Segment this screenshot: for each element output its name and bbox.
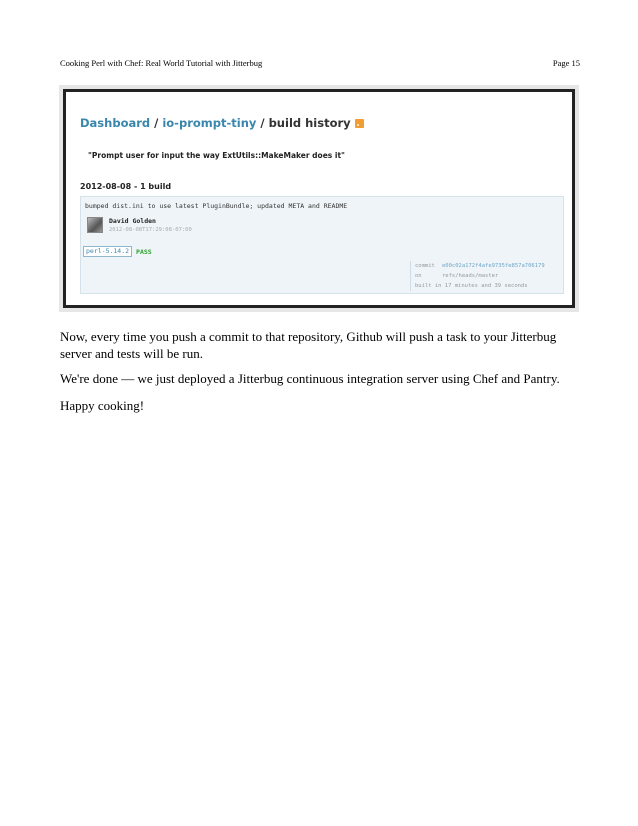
commit-hash-link[interactable]: e00c02a172f4afe9735fe857a706179 — [442, 263, 545, 269]
branch-ref: refs/heads/master — [442, 273, 499, 279]
author-name: David Golden — [109, 217, 156, 225]
author-info — [109, 217, 192, 233]
avatar — [87, 217, 103, 233]
screenshot-figure — [59, 85, 579, 312]
meta-commit-label: commit — [415, 263, 435, 269]
project-description: "Prompt user for input the way ExtUtils::MakeMaker does it" — [88, 151, 345, 160]
header-title: Cooking Perl with Chef: Real World Tutorial with Jitterbug — [60, 58, 263, 68]
author-row — [87, 217, 192, 233]
meta-on-label: on — [415, 273, 422, 279]
jitterbug-page — [63, 89, 575, 308]
rss-icon[interactable] — [355, 119, 364, 128]
body-paragraph-2: We're done — we just deployed a Jitterbug continuous integration server using Chef and Pantry. — [60, 371, 560, 386]
breadcrumb-separator: / — [154, 116, 159, 130]
body-paragraph-1: Now, every time you push a commit to that repository, Github will push a task to your Jitterbug server and tests will be run. — [60, 329, 557, 361]
breadcrumb-current: build history — [268, 116, 351, 130]
body-paragraph-3: Happy cooking! — [60, 398, 145, 413]
commit-message: bumped dist.ini to use latest PluginBundle; updated META and README — [85, 202, 348, 210]
meta-ref-row — [415, 271, 560, 281]
test-result-row — [83, 246, 152, 257]
breadcrumb-separator: / — [260, 116, 265, 130]
running-header — [60, 58, 580, 68]
build-entry — [80, 196, 564, 294]
build-duration: built in 17 minutes and 39 seconds — [415, 283, 528, 289]
page-number: Page 15 — [552, 58, 580, 68]
build-date-heading: 2012-08-08 - 1 build — [80, 182, 172, 191]
perl-version-link[interactable]: perl-5.14.2 — [83, 246, 132, 257]
breadcrumb-dashboard-link[interactable]: Dashboard — [80, 116, 151, 130]
commit-meta — [410, 261, 560, 291]
breadcrumb-project-link[interactable]: io-prompt-tiny — [162, 116, 257, 130]
breadcrumb — [80, 116, 364, 130]
status-badge: PASS — [136, 247, 152, 256]
meta-duration-row — [415, 281, 560, 291]
commit-timestamp: 2012-08-08T17:29:08-07:00 — [109, 227, 192, 233]
meta-commit-row — [415, 261, 560, 271]
